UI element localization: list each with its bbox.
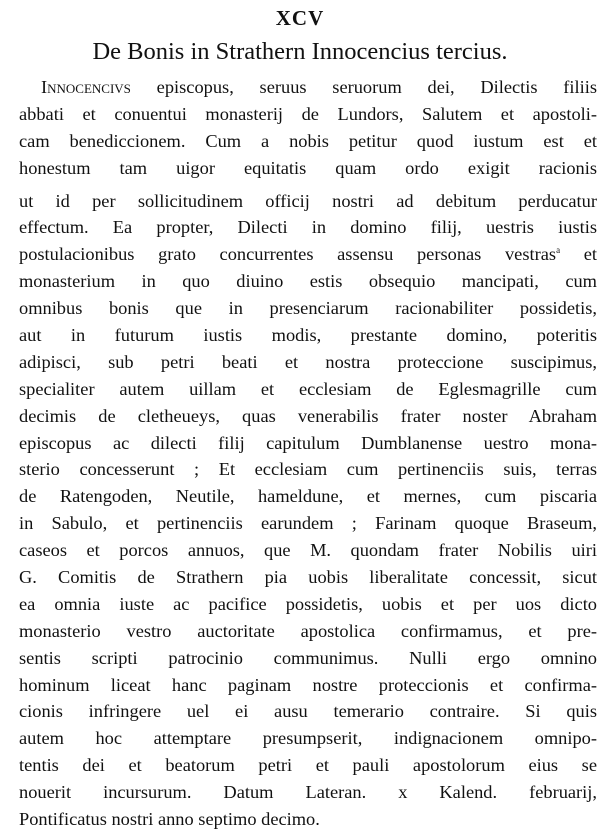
text-line xyxy=(19,74,597,101)
text-line: cam benediccionem. Cum a nobis petitur quod iustum est et xyxy=(19,130,597,151)
text-line: G. Comitis de Strathern pia uobis liberalitate concessit, sicut xyxy=(19,567,597,588)
footnote-marker: a xyxy=(556,245,561,256)
text-line: sterio concesserunt ; Et ecclesiam cum pertinenciis suis, terras xyxy=(19,459,597,480)
text-line: sentis scripti patrocinio communimus. Nulli ergo omnino xyxy=(19,647,597,668)
text-line: episcopus ac dilecti filij capitulum Dumblanense uestro mona- xyxy=(19,432,597,453)
text-line: decimis de cletheueys, quas venerabilis frater noster Abraham xyxy=(19,405,597,426)
text-line: monasterio vestro auctoritate apostolica confirmamus, et pre- xyxy=(19,620,597,641)
text-line-content: episcopus, seruus seruorum dei, Dilectis filiis xyxy=(130,77,597,97)
text-line: ea omnia iuste ac pacifice possidetis, uobis et per uos dicto xyxy=(19,593,597,614)
text-line: autem hoc attemptare presumpserit, indignacionem omnipo- xyxy=(19,728,597,749)
text-line-content: et xyxy=(560,244,597,265)
text-line: effectum. Ea propter, Dilecti in domino filij, uestris iustis xyxy=(19,217,597,238)
text-line: in Sabulo, et pertinenciis earundem ; Farinam quoque Braseum, xyxy=(19,513,597,534)
text-line: specialiter autem uillam et ecclesiam de Eglesmagrille cum xyxy=(19,378,597,399)
text-line: caseos et porcos annuos, que M. quondam frater Nobilis uiri xyxy=(19,540,597,561)
text-line: omnibus bonis que in presenciarum racionabiliter possidetis, xyxy=(19,298,597,319)
text-line: de Ratengoden, Neutile, hameldune, et mernes, cum piscaria xyxy=(19,486,597,507)
text-line: cionis infringere uel ei ausu temerario contraire. Si quis xyxy=(19,701,597,722)
text-line: hominum liceat hanc paginam nostre proteccionis et confirma- xyxy=(19,674,597,695)
document-heading: De Bonis in Strathern Innocencius tercius. xyxy=(92,38,508,65)
text-line: honestum tam uigor equitatis quam ordo exigit racionis xyxy=(19,157,597,178)
text-line: Pontificatus nostri anno septimo decimo. xyxy=(19,809,320,830)
document-number: XCV xyxy=(275,6,325,30)
document-body xyxy=(19,74,597,833)
text-line-content: postulacionibus grato concurrentes assensu personas vestras xyxy=(19,244,557,265)
opening-word: Innocencivs xyxy=(41,77,131,97)
text-line: tentis dei et beatorum petri et pauli apostolorum eius se xyxy=(19,755,597,776)
text-line: adipisci, sub petri beati et nostra proteccione suscipimus, xyxy=(19,351,597,372)
text-line: ut id per sollicitudinem officij nostri ad debitum perducatur xyxy=(19,190,597,211)
text-line xyxy=(19,241,597,268)
text-line: abbati et conuentui monasterij de Lundors, Salutem et apostoli- xyxy=(19,103,597,124)
text-line: nouerit incursurum. Datum Lateran. x Kalend. februarij, xyxy=(19,782,597,803)
text-line: aut in futurum iustis modis, prestante domino, poteritis xyxy=(19,325,597,346)
text-line: monasterium in quo diuino estis obsequio mancipati, cum xyxy=(19,271,597,292)
